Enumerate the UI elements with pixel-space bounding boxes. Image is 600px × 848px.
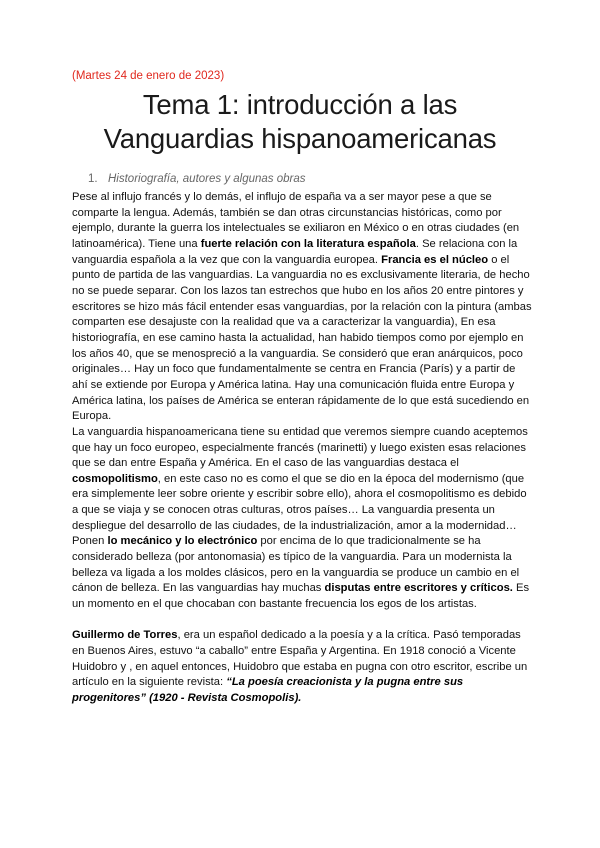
- section-label: Historiografía, autores y algunas obras: [108, 173, 306, 185]
- document-body: [72, 190, 534, 707]
- bold-run: disputas entre escritores y críticos.: [324, 582, 513, 595]
- article-title: “La poesía creacionista y la pugna entre sus progenitores” (1920 - Revista Cosmopolis).: [72, 676, 464, 704]
- paragraph-vanguardia: [72, 425, 534, 613]
- title-line-2: Vanguardias hispanoamericanas: [103, 123, 497, 154]
- date-line: (Martes 24 de enero de 2023): [72, 70, 225, 82]
- text-run: o el punto de partida de las vanguardias. La vanguardia no es exclusivamente literaria, de hecho no se puede separar. Con los lazos tan estrechos que hubo en los años 20 entre pintores y escritores se hizo más fácil entender esas vanguardias, por la relación con la pintura (ambas comparten ese desajuste con la realidad que va a caracterizar la vanguardia), En esa historiografía, en ese camino hasta la actualidad, han habido tiempos como por ejemplo en los años 40, que se menospreció a la vanguardia. Se consideró que eran anárquicos, poco originales… Hay un foco que fundamentalmente se centra en Francia (París) y a partir de ahí se extiende por Europa y América latina. Hay una comunicación fluida entre Europa y América latina, los países de América se enteran rápidamente de lo que está sucediendo en Europa.: [72, 253, 532, 423]
- paragraph-historiography: [72, 190, 534, 425]
- text-run: Pese al influjo francés y lo demás, el influjo de españa va a ser mayor pese a que se comparte la lengua. Además, también se dan otras circunstancias históricas, como por ejemplo, durante la guerra los intelectuales se exiliaron en México o en otras ciudades (en latinoamérica). Tiene una: [72, 191, 520, 250]
- title-line-1: Tema 1: introducción a las: [142, 89, 458, 120]
- text-run: . Se relaciona con la vanguardia española a la vez que con la vanguardia europea.: [72, 237, 518, 266]
- paragraph-guillermo-de-torres: [72, 628, 534, 706]
- text-run: por encima de lo que tradicionalmente se ha considerado belleza (por antonomasia) es típico de la vanguardia. Para un modernista la belleza va ligada a los moldes clásicos, pero en la vanguardia se produce un cambio en el cánon de belleza. En las vanguardias hay muchas: [72, 535, 520, 595]
- bold-run: Francia es el núcleo: [381, 253, 489, 266]
- bold-run: Guillermo de Torres: [72, 629, 178, 642]
- bold-run: cosmopolitismo: [72, 472, 158, 485]
- bold-run: lo mecánico y lo electrónico: [107, 535, 258, 548]
- section-heading: [88, 173, 306, 185]
- text-run: , era un español dedicado a la poesía y a la crítica. Pasó temporadas en Buenos Aires, estuvo “a caballo” entre España y Argentina. En 1918 conoció a Vicente Huidobro y , en aquel entonces, Huidobro que estaba en pugna con otro escritor, escribe un artículo en la siguiente revista:: [72, 629, 528, 689]
- text-run: La vanguardia hispanoamericana tiene su entidad que veremos siempre cuando aceptemos que hay un foco europeo, especialmente francés (marinetti) y luego existen esas relaciones que se dan entre España y América. En el caso de las vanguardias destaca el: [72, 425, 528, 470]
- page-title: [60, 88, 540, 156]
- text-run: , en este caso no es como el que se dio en la época del modernismo (que era simplemente leer sobre oriente y escribir sobre ello), ahora el cosmopolitismo es debido a que se viaja y se conocen otras culturas, otros países… La vanguardia presenta un despliegue del desarrollo de las ciudades, de la industrialización, amor a la modernidad… Ponen: [72, 472, 527, 548]
- section-number: 1.: [88, 173, 98, 185]
- text-run: Es un momento en el que chocaban con bastante frecuencia los egos de los artistas.: [72, 582, 530, 611]
- bold-run: fuerte relación con la literatura española: [200, 237, 416, 250]
